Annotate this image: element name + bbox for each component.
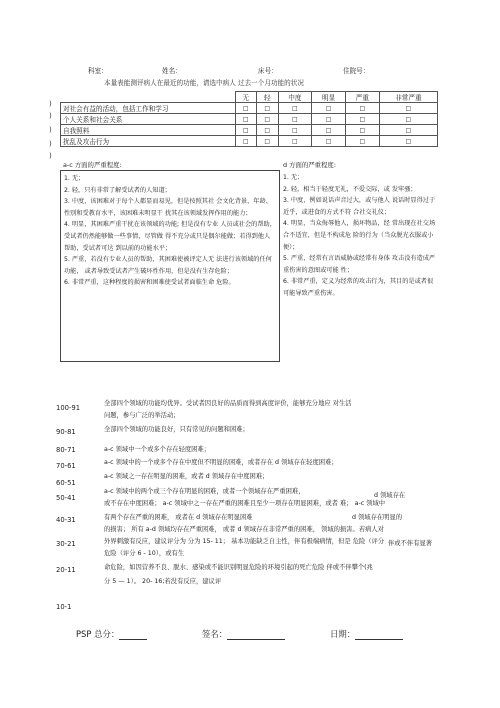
checkbox[interactable]: □ (346, 136, 380, 147)
checkbox[interactable]: □ (312, 125, 346, 136)
checkbox[interactable]: □ (278, 114, 312, 125)
table-corner (61, 92, 236, 103)
ward-label: 科室： (88, 67, 108, 75)
signature-field[interactable] (202, 628, 285, 640)
checkbox[interactable]: □ (379, 136, 437, 147)
score-desc: a-c 领域中的两个或三个存在明显的困难，或者一个领域存在严重困难， (104, 488, 305, 495)
signature-blank[interactable] (227, 629, 285, 640)
score-desc: 或不存在中度困难； a-c 领域中之一存在严重的困难且至少一项存在明显困难，或者 难； a-c 领域中 (104, 500, 386, 507)
column-header: 无 (235, 92, 257, 103)
score-desc: d 领域存在明显的 (352, 514, 403, 521)
score-desc: 分 5 — 1）。 20- 16;若没有反应，建议评 (104, 578, 222, 585)
d-panel-title: d 方面的严重程度: (283, 161, 336, 169)
name-label: 姓名： (162, 67, 182, 75)
score-desc: 伴或不伴有显著 (388, 540, 433, 547)
checkbox[interactable]: □ (257, 136, 279, 147)
score-desc: 全部四个领域的功能良好，只有常见的问题和困难； (104, 426, 249, 433)
checkbox[interactable]: □ (257, 125, 279, 136)
checkbox[interactable]: □ (235, 103, 257, 114)
column-header: 非常严重 (379, 92, 437, 103)
bracket-mark: ) (49, 140, 52, 148)
score-desc: a-c 领域之一存在明显的困难，或者 d 领域存在中度困难； (104, 473, 269, 480)
score-range: 40-31 (56, 516, 76, 524)
table-row (61, 136, 438, 147)
d-item: 6. 非常严重，定义为经常的攻击行为，其目的是或者很可能导致严重伤害。 (283, 278, 434, 297)
ac-item: 1. 无； (64, 175, 85, 182)
checkbox[interactable]: □ (235, 136, 257, 147)
rating-table (60, 91, 438, 147)
psp-total-blank[interactable] (119, 629, 147, 640)
score-range: 90-81 (56, 428, 76, 436)
score-desc: 有两个存在严重的困难， 或者在 d 领域存在明显困难 (104, 514, 253, 521)
d-item: 5. 严重，经常有言语威胁或经常有身体 攻击没有造成严重伤害的意图或可能 性； (283, 255, 436, 274)
d-item: 1. 无； (283, 174, 304, 181)
date-field[interactable] (330, 628, 403, 640)
column-header: 严重 (346, 92, 380, 103)
row-label: 扰乱及攻击行为 (61, 136, 236, 147)
ac-item: 6. 非常严重，这种程度的损害和困难使受试者面临生命 危险。 (64, 279, 235, 287)
row-label: 自我照料 (61, 125, 236, 136)
score-desc: 的损害； 所有 a-d 领域均存在严重困难， 或者 d 领域存在非常严重的困难， 领域的损害。若病人对 (104, 526, 385, 533)
score-range: 30-21 (56, 540, 76, 548)
checkbox[interactable]: □ (235, 114, 257, 125)
checkbox[interactable]: □ (235, 125, 257, 136)
signature-label: 签名： (202, 629, 228, 639)
score-desc: 命危险，如因营养不良、脱水、感染或不能识别明显危险的环境引起的死亡危险 伴或不伴攀个(兆 (104, 564, 373, 571)
instruction-text: 本量表能测评病人在最近的功能，请选中病人 过去一个月功能的状况 (104, 79, 304, 87)
d-item: 3. 中度，例如说话声音过大，或与他人 说话时显得过于近乎，或进食的方式不符 合社交礼仪； (283, 197, 436, 216)
ac-item: 2. 轻，只有非常了解受试者的人知道； (64, 186, 171, 194)
score-desc: 危险（评分 6 - 10），或有生 (104, 550, 185, 557)
column-header: 明显 (312, 92, 346, 103)
bracket-mark: ) (49, 100, 52, 108)
row-label: 个人关系和社会关系 (61, 114, 236, 125)
score-range: 80-71 (56, 446, 76, 454)
score-desc: a-c 领域中一个或多个存在轻度困难； (104, 446, 211, 453)
score-desc: a-c 领域中的一个或多个存在中度但不明显的困难，或者存在 d 领域存在轻度困难； (104, 459, 338, 466)
d-severity-panel (280, 170, 440, 362)
bed-label: 床号： (258, 67, 278, 75)
ac-item: 3. 中度，该困难对于每个人都显而易见，但是按照其社 会文化背景、年龄、性别和受教育水平，该困难未明显干 扰其在该领域发挥作用的能力； (64, 198, 272, 217)
score-range: 50-41 (56, 494, 76, 502)
column-header: 中度 (278, 92, 312, 103)
ac-severity-panel (60, 170, 280, 362)
score-desc: 外界刺激有反应，建议评分为 分为 15- 11； 基本功能缺乏自主性，伴有极端病情，但是 危险（评分 (104, 538, 385, 545)
d-item: 2. 轻，相当于轻度无礼，不爱交际，或 发牢骚； (283, 185, 417, 193)
row-label: 对社会有益的活动，包括工作和学习 (61, 103, 236, 114)
checkbox[interactable]: □ (257, 114, 279, 125)
score-range: 10-1 (56, 603, 72, 611)
checkbox[interactable]: □ (278, 125, 312, 136)
d-item: 4. 明显，当众侮辱他人，损坏物品，经 常出现在社交场合不适宜，但是不构成危 险的行为（当众脱光衣服或小便）； (283, 220, 436, 251)
checkbox[interactable]: □ (257, 103, 279, 114)
checkbox[interactable]: □ (346, 125, 380, 136)
checkbox[interactable]: □ (278, 103, 312, 114)
bracket-mark: ) (49, 126, 52, 134)
psp-total-label: PSP 总分： (76, 629, 120, 639)
checkbox[interactable]: □ (346, 103, 380, 114)
score-desc: 全部四个领域的功能均优异。受试者因良好的品质而得到高度评价，能够充分地应 对生活 (104, 400, 352, 407)
hospital-no-label: 住院号： (343, 67, 370, 75)
date-blank[interactable] (355, 629, 403, 640)
ac-item: 4. 明显，其困难严重干扰在该领域的功能; 但是没有专业 人员或社会的帮助，受试者仍然能够做一些事情，尽管做 得不充分或只是偶尔能做；若得到他人帮助，受试者可达 到以前的功能水平； (64, 221, 276, 252)
bracket-mark: ) (49, 112, 52, 120)
score-range: 20-11 (56, 566, 76, 574)
checkbox[interactable]: □ (312, 136, 346, 147)
table-row (61, 103, 438, 114)
ac-item: 5. 严重，若没有专业人员的帮助，其困难使被评定人无 法进行该领域的任何功能， 或者导致受试者产生破坏性作用，但是没有生存危险； (64, 256, 272, 275)
checkbox[interactable]: □ (379, 125, 437, 136)
checkbox[interactable]: □ (346, 114, 380, 125)
table-header-row (61, 92, 438, 103)
table-row (61, 125, 438, 136)
checkbox[interactable]: □ (379, 114, 437, 125)
checkbox[interactable]: □ (312, 114, 346, 125)
bracket-mark: ) (49, 152, 52, 160)
score-range: 70-61 (56, 462, 76, 470)
ac-panel-title: a-c 方面的严重程度: (63, 161, 122, 169)
column-header: 轻 (257, 92, 279, 103)
psp-total-field[interactable] (76, 628, 147, 640)
checkbox[interactable]: □ (379, 103, 437, 114)
checkbox[interactable]: □ (312, 103, 346, 114)
table-row (61, 114, 438, 125)
score-range: 100-91 (56, 404, 81, 412)
score-range: 60-51 (56, 479, 76, 487)
score-desc: 问题，参与广泛的举活动； (104, 412, 180, 419)
checkbox[interactable]: □ (278, 136, 312, 147)
score-desc: d 领域存在 (374, 492, 406, 499)
date-label: 日期： (330, 629, 356, 639)
